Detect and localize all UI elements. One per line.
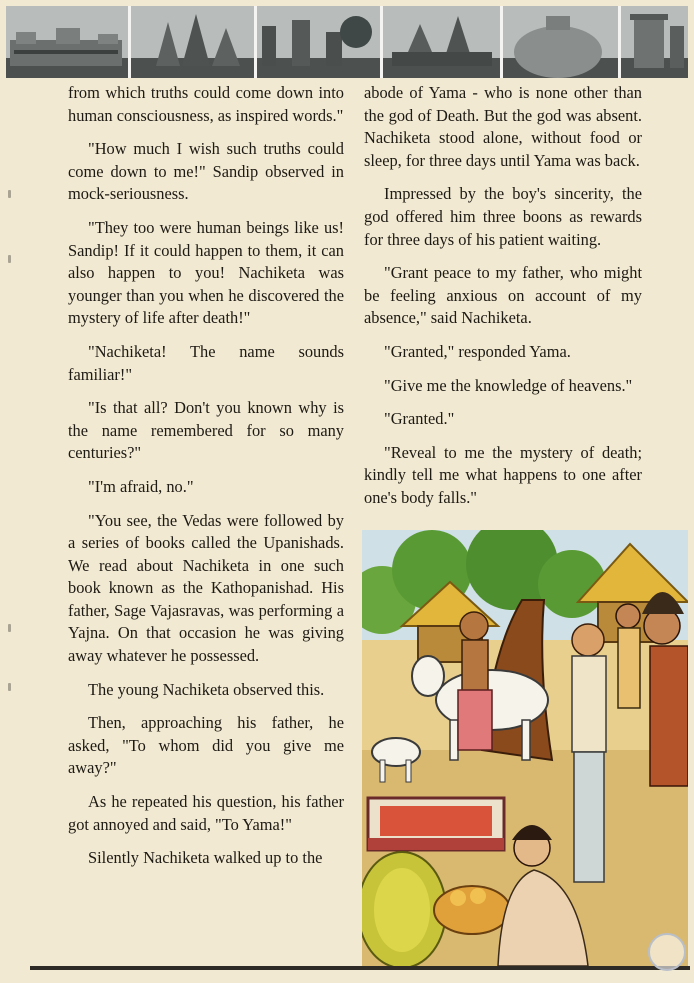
header-photo-banner <box>6 6 688 78</box>
paragraph: "How much I wish such truths could come down to me!" Sandip observed in mock-seriousness. <box>68 139 344 204</box>
margin-mark <box>8 255 11 263</box>
paragraph: "Grant peace to my father, who might be feeling anxious on account of my absence," said Nachiketa. <box>364 263 642 328</box>
page-bottom-rule <box>30 966 690 970</box>
left-text-column <box>68 82 344 881</box>
paragraph: "Granted," responded Yama. <box>384 341 571 361</box>
paragraph: As he repeated his question, his father got annoyed and said, "To Yama!" <box>68 792 344 834</box>
paragraph: from which truths could come down into human consciousness, as inspired words." <box>68 83 344 125</box>
paragraph: "Nachiketa! The name sounds familiar!" <box>68 341 344 384</box>
paragraph: "Granted." <box>384 409 455 429</box>
right-text-column <box>364 82 642 521</box>
library-stamp-icon <box>648 933 686 971</box>
paragraph: "They too were human beings like us! Sandip! If it could happen to them, it can also happen to you! Nachiketa was younger than you when he discovered the mystery of life after death!" <box>68 217 344 328</box>
temple-photo-strip-icon <box>6 6 688 78</box>
yajna-scene-illustration-icon <box>362 530 688 966</box>
paragraph: Silently Nachiketa walked up to the <box>88 848 323 868</box>
margin-mark <box>8 624 11 632</box>
paragraph: abode of Yama - who is none other than the god of Death. But the god was absent. Nachiketa stood alone, without food or sleep, for three days until Yama was back. <box>364 83 642 170</box>
paragraph: "Reveal to me the mystery of death; kindly tell me what happens to one after one's body falls." <box>364 442 642 507</box>
paragraph: Then, approaching his father, he asked, "To whom did you give me away?" <box>68 713 344 778</box>
paragraph: "Give me the knowledge of heavens." <box>384 375 633 395</box>
story-illustration <box>362 530 688 966</box>
paragraph: Impressed by the boy's sincerity, the god offered him three boons as rewards for three days of his patient waiting. <box>364 184 642 249</box>
paragraph: "You see, the Vedas were followed by a series of books called the Upanishads. We read about Nachiketa in one such book known as the Kathopanishad. His father, Sage Vajasravas, was performing a Yajna. On that occasion he was giving away whatever he possessed. <box>68 510 344 666</box>
margin-mark <box>8 683 11 691</box>
margin-mark <box>8 190 11 198</box>
paragraph: "Is that all? Don't you known why is the name remembered for so many centuries?" <box>68 398 344 463</box>
paragraph: "I'm afraid, no." <box>88 476 194 496</box>
paragraph: The young Nachiketa observed this. <box>88 679 325 699</box>
